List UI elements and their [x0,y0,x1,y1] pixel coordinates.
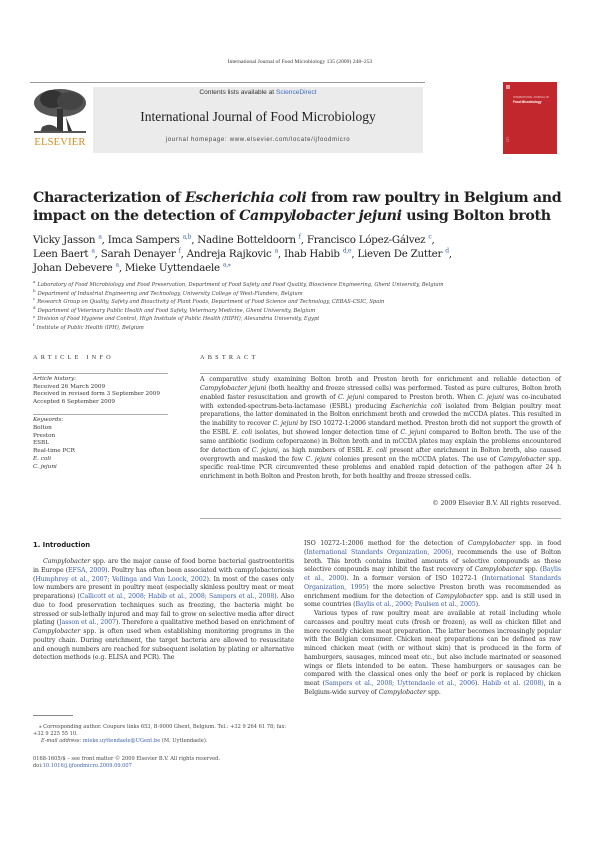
keyword: Real-time PCR [33,448,75,455]
journal-homepage-link[interactable]: journal homepage: www.elsevier.com/locate/ijfoodmicro [165,137,351,143]
author-list: Vicky Jasson $^a$, Imca Sampers $^{a,b}$, Nadine Botteldoorn $^f$, Francisco López-Gálvez $^c$, Leen Baert $^a$, Sarah Denayer $^f$, Andreja Rajkovic $^a$, Ihab Habib $^{d,e}$, Lieven De Zutter $^d$, Johan Debevere $^a$, Mieke Uyttendaele $^{a,⁎}$ [33,233,452,274]
email-label: E-mail address: [41,738,83,745]
title-part: Characterization of [33,190,185,206]
contents-prefix: Contents lists available at [199,89,276,96]
italic-term: C. jejuni [338,393,365,401]
email-link[interactable]: mieke.uyttendaele@UGent.be [82,738,161,745]
article-history-label: Article history: [33,376,77,382]
history-accepted: Accepted 6 September 2009 [33,399,115,406]
affiliation-list [33,281,573,333]
abstract-heading: ABSTRACT [200,354,259,361]
author-name: Nadine Botteldoorn [197,234,296,246]
citation-link[interactable]: Habib et al. (2008) [482,680,544,687]
keywords-label: Keywords: [33,417,64,423]
keyword: E. coli [33,455,52,462]
italic-term: Campylobacter [498,455,546,463]
keyword: Bolton [33,424,52,431]
affiliation-marker[interactable]: d,e [342,247,352,255]
author[interactable] [33,234,102,246]
italic-term: Escherichia coli [390,402,442,410]
affiliation-marker[interactable]: a,⁎ [222,261,231,269]
footnote-divider [33,715,73,716]
journal-cover-thumbnail[interactable] [503,82,557,154]
corresponding-author-text: ⁎ Corresponding author. Coupure links 653, B-9000 Ghent, Belgium. Tel.: +32 9 264 61 78; fax: +32 9 225 55 10. [33,724,287,738]
issn-doi-block [33,756,295,771]
author[interactable] [284,248,351,260]
citation-link[interactable]: International Standards Organization, 1995 [304,575,561,591]
author[interactable] [187,248,278,260]
italic-term: Campylobacter jejuni [200,384,267,392]
italic-term: E. coli [232,429,253,437]
title-part-italic: Campylobacter jejuni [239,207,402,224]
author-name: Johan Debevere [33,262,113,274]
email-suffix: (M. Uyttendaele). [160,738,208,745]
citation-link[interactable]: Sampers et al., 2008; Uyttendaele et al., 2006 [324,680,475,687]
author[interactable] [197,234,301,246]
affiliation-marker[interactable]: f [178,247,181,255]
italic-term: C. jejuni [272,420,299,428]
affiliation-text: Research Group on Quality, Safety and Bioactivity of Plant Foods, Department of Food Science and Technology, CEBAS-CSIC, Spain [37,299,385,306]
keyword: C. jejuni [33,463,57,470]
email-line [33,738,295,745]
doi-link[interactable]: 10.1016/j.ijfoodmicro.2009.09.007 [42,763,132,770]
affiliation [33,287,573,302]
italic-term: C. jejuni [400,429,427,437]
affiliation-text: Laboratory of Food Microbiology and Food Preservation, Department of Food Safety and Food Quality, Bioscience Engineering, Ghent University, Belgium [37,282,444,288]
keyword-list [33,425,173,472]
affiliation [33,315,573,324]
affiliation-text: Institute of Public Health (IPH), Belgium [36,324,144,331]
author-name: Ihab Habib [283,248,340,260]
title-part: using Bolton broth [401,207,551,224]
article-title [33,190,573,225]
cover-small-text: INTERNATIONAL JOURNAL OF [513,96,550,99]
italic-term: Campylobacter [378,688,426,696]
affiliation-marker[interactable]: a,b [182,233,192,241]
cover-title: Food Microbiology [513,100,542,104]
keyword: Preston [33,432,56,439]
author[interactable] [125,262,231,274]
affiliation-text: Department of Veterinary Public Health and Food Safety, Veterinary Medicine, Ghent University, Belgium [37,307,316,314]
author-name: Leen Baert [33,248,89,260]
sciencedirect-link[interactable]: ScienceDirect [275,89,317,96]
affiliation-marker[interactable]: c [428,233,432,241]
cover-decoration: 5 [506,138,510,144]
history-revised: Received in revised form 3 September 2009 [33,391,161,398]
italic-term: C. jejuni [477,393,504,401]
divider [33,373,168,374]
title-part-italic: Escherichia coli [184,190,307,206]
author[interactable] [33,262,119,274]
doi-line [33,763,295,770]
article-history [33,376,173,407]
author[interactable] [307,234,432,246]
header-divider [30,82,425,83]
affiliation [33,281,573,290]
author[interactable] [357,248,448,260]
author[interactable] [108,234,191,246]
keyword: ESBL [33,440,50,447]
section-heading-introduction: 1. Introduction [33,541,91,549]
affiliation-marker: a [33,279,36,285]
citation-link[interactable]: Baylis et al., 2000; Paulsen et al., 2005 [355,601,476,609]
affiliation-marker[interactable]: d [445,247,449,255]
italic-term: E. coli [366,446,387,454]
elsevier-logo[interactable] [30,85,90,155]
citation-link[interactable]: Humphrey et al., 2007; Vellinga and Van Loock, 2002 [35,575,207,583]
author-name: Mieke Uyttendaele [124,262,220,274]
body-column-right [304,540,561,698]
body-column-left [33,558,294,663]
journal-masthead [93,87,423,153]
author-name: Imca Sampers [107,234,180,246]
italic-term: C. jejuni [251,446,278,454]
citation-link[interactable]: EFSA, 2009 [68,566,106,574]
running-head: International Journal of Food Microbiology 135 (2009) 248–253 [227,59,373,65]
title-part: from raw poultry in Belgium and impact on the detection of [33,190,562,224]
author-name: Lieven De Zutter [357,248,443,260]
italic-term: Campylobacter [467,540,516,547]
affiliation [33,307,573,316]
body-paragraph: ISO 10272-1:2006 method for the detection of Campylobacter spp. in food (International Standards Organization, 2006), recommends the use of Bolton broth. This broth contains limited amounts of selective compounds as these selective compounds may inhibit the fast recovery of Campylobacter spp. (Baylis et al., 2000). In a former version of ISO 10272-1 (International Standards Organization, 1995) the more selective Preston broth was recommended as enrichment medium for the detection of Campylobacter spp. and is still used in some countries (Baylis et al., 2000; Paulsen et al., 2005). [304,540,562,609]
affiliation-marker: e [33,313,36,319]
publisher-name: ELSEVIER [34,137,86,148]
cover-logo-icon [506,85,510,89]
abstract-copyright: © 2009 Elsevier B.V. All rights reserved. [432,500,561,507]
affiliation-marker: d [33,305,36,311]
citation-link[interactable]: Jasson et al., 2007 [59,619,116,627]
author-name: Andreja Rajkovic [186,248,272,260]
citation-link[interactable]: Callicott et al., 2008; Habib et al., 2008; Sampers et al., 2008 [79,593,275,600]
issn-line: 0168-1605/$ – see front matter © 2009 Elsevier B.V. All rights reserved. [33,756,220,762]
author[interactable] [33,248,95,260]
affiliation-marker[interactable]: a [274,247,278,255]
citation-link[interactable]: Baylis et al., 2000 [304,566,561,582]
divider [33,414,168,415]
affiliation [33,324,573,333]
author-name: Vicky Jasson [33,234,96,246]
abstract-text: A comparative study examining Bolton broth and Preston broth for enrichment and reliable detection of Campylobacter jejuni (both healthy and freeze stressed cells) was performed. Tested as pure cultures, Bolton broth enabled faster resuscitation and growth of C. jejuni compared to Preston broth. When C. jejuni was co-incubated with extended-spectrum-beta-lactamase (ESBL) producing Escherichia coli isolated from Belgian poultry meat preparations, the latter dominated in the Bolton enrichment broth and crowded the mCCDA plates. This resulted in the inability to recover C. jejuni by ISO 10272-1:2006 standard method. Preston broth did not support the growth of the ESBL E. coli isolates, but showed longer detection time of C. jejuni compared to Bolton broth. The use of the same antibiotic (sodium cefoperazone) in Bolton broth and in mCCDA plates may explain the problems encountered for detection of C. jejuni, as high numbers of ESBL E. coli present after enrichment in Bolton broth, also caused overgrowth and masked the few C. jejuni colonies present on the mCCDA plates. The use of Campylobacter spp. specific real-time PCR circumvented these problems and enabled rapid detection of the pathogen after 24 h enrichment in both Bolton and Preston broth, for both healthy and freeze stressed cells. [200,376,561,481]
affiliation-marker[interactable]: a [91,247,95,255]
history-received: Received 26 March 2009 [33,383,106,390]
body-paragraph: Campylobacter spp. are the major cause of food borne bacterial gastroenteritis in Europe (EFSA, 2009). Poultry has often been associated with campylobacteriosis (Humphrey et al., 2007; Vellinga and Van Loock, 2002). In most of the cases only low numbers are present in poultry meat (especially skinless poultry meat or meat preparations) (Callicott et al., 2008; Habib et al., 2008; Sampers et al., 2008). Also due to food preservation techniques such as freezing, the bacteria might be stressed or sub-lethally injured and may fail to grow on selective media after direct plating (Jasson et al., 2007). Therefore a qualitative method based on enrichment of Campylobacter spp. is often used when establishing monitoring programs in the poultry chain. During enrichment, the target bacteria are allowed to resuscitate and enough numbers are reached for subsequent isolation by plating or alternative detection methods (e.g. ELISA and PCR). The [33,558,295,662]
elsevier-tree-icon [32,87,88,135]
italic-term: Campylobacter [474,566,522,574]
affiliation-text: Division of Food Hygiene and Control, High Institute of Public Health (HIPH), Alexandria University, Egypt [37,316,320,323]
italic-term: Campylobacter [43,558,91,565]
italic-term: C. jejuni [305,455,332,463]
affiliation-marker: c [33,296,36,302]
article-info-heading: ARTICLE INFO [33,354,114,361]
doi-label: doi: [33,763,43,770]
italic-term: Campylobacter [33,628,81,635]
affiliation [33,298,573,307]
contents-line [93,89,423,96]
author[interactable] [101,248,181,260]
affiliation-marker[interactable]: a [115,261,119,269]
author-name: Francisco López-Gálvez [306,234,426,246]
corresponding-author-footnote [33,724,295,746]
citation-link[interactable]: International Standards Organization, 2006 [306,548,449,556]
affiliation-text: Department of Industrial Engineering and Technology, University College of West-Flanders, Belgium [37,290,303,297]
author-name: Sarah Denayer [100,248,176,260]
affiliation-marker[interactable]: a [98,233,102,241]
affiliation-marker[interactable]: f [298,233,301,241]
affiliation-marker: b [33,287,36,293]
affiliation-marker: f [33,322,35,328]
keywords [33,417,173,472]
divider [200,373,560,374]
journal-title: International Journal of Food Microbiology [140,109,376,124]
italic-term: Campylobacter [435,592,483,600]
body-paragraph: Various types of raw poultry meat are available at retail including whole carcasses and poultry meat cuts (fresh or frozen), as well as chicken fillet and more recently chicken meat preparation. The latter becomes increasingly popular with the Belgian consumer. Chicken meat preparations can be defined as raw minced chicken meat (with or without skin) that is produced in the form of hamburgers, sausages, minced meat etc., but also include marinated or seasoned wings or filets intended to be eaten. These hamburgers or sausages can be compared with the classical ones only the beef or pork is replaced by chicken meat (Sampers et al., 2008; Uyttendaele et al., 2006). Habib et al. (2008), in a Belgium-wide survey of Campylobacter spp. [304,610,561,696]
divider [200,518,561,519]
